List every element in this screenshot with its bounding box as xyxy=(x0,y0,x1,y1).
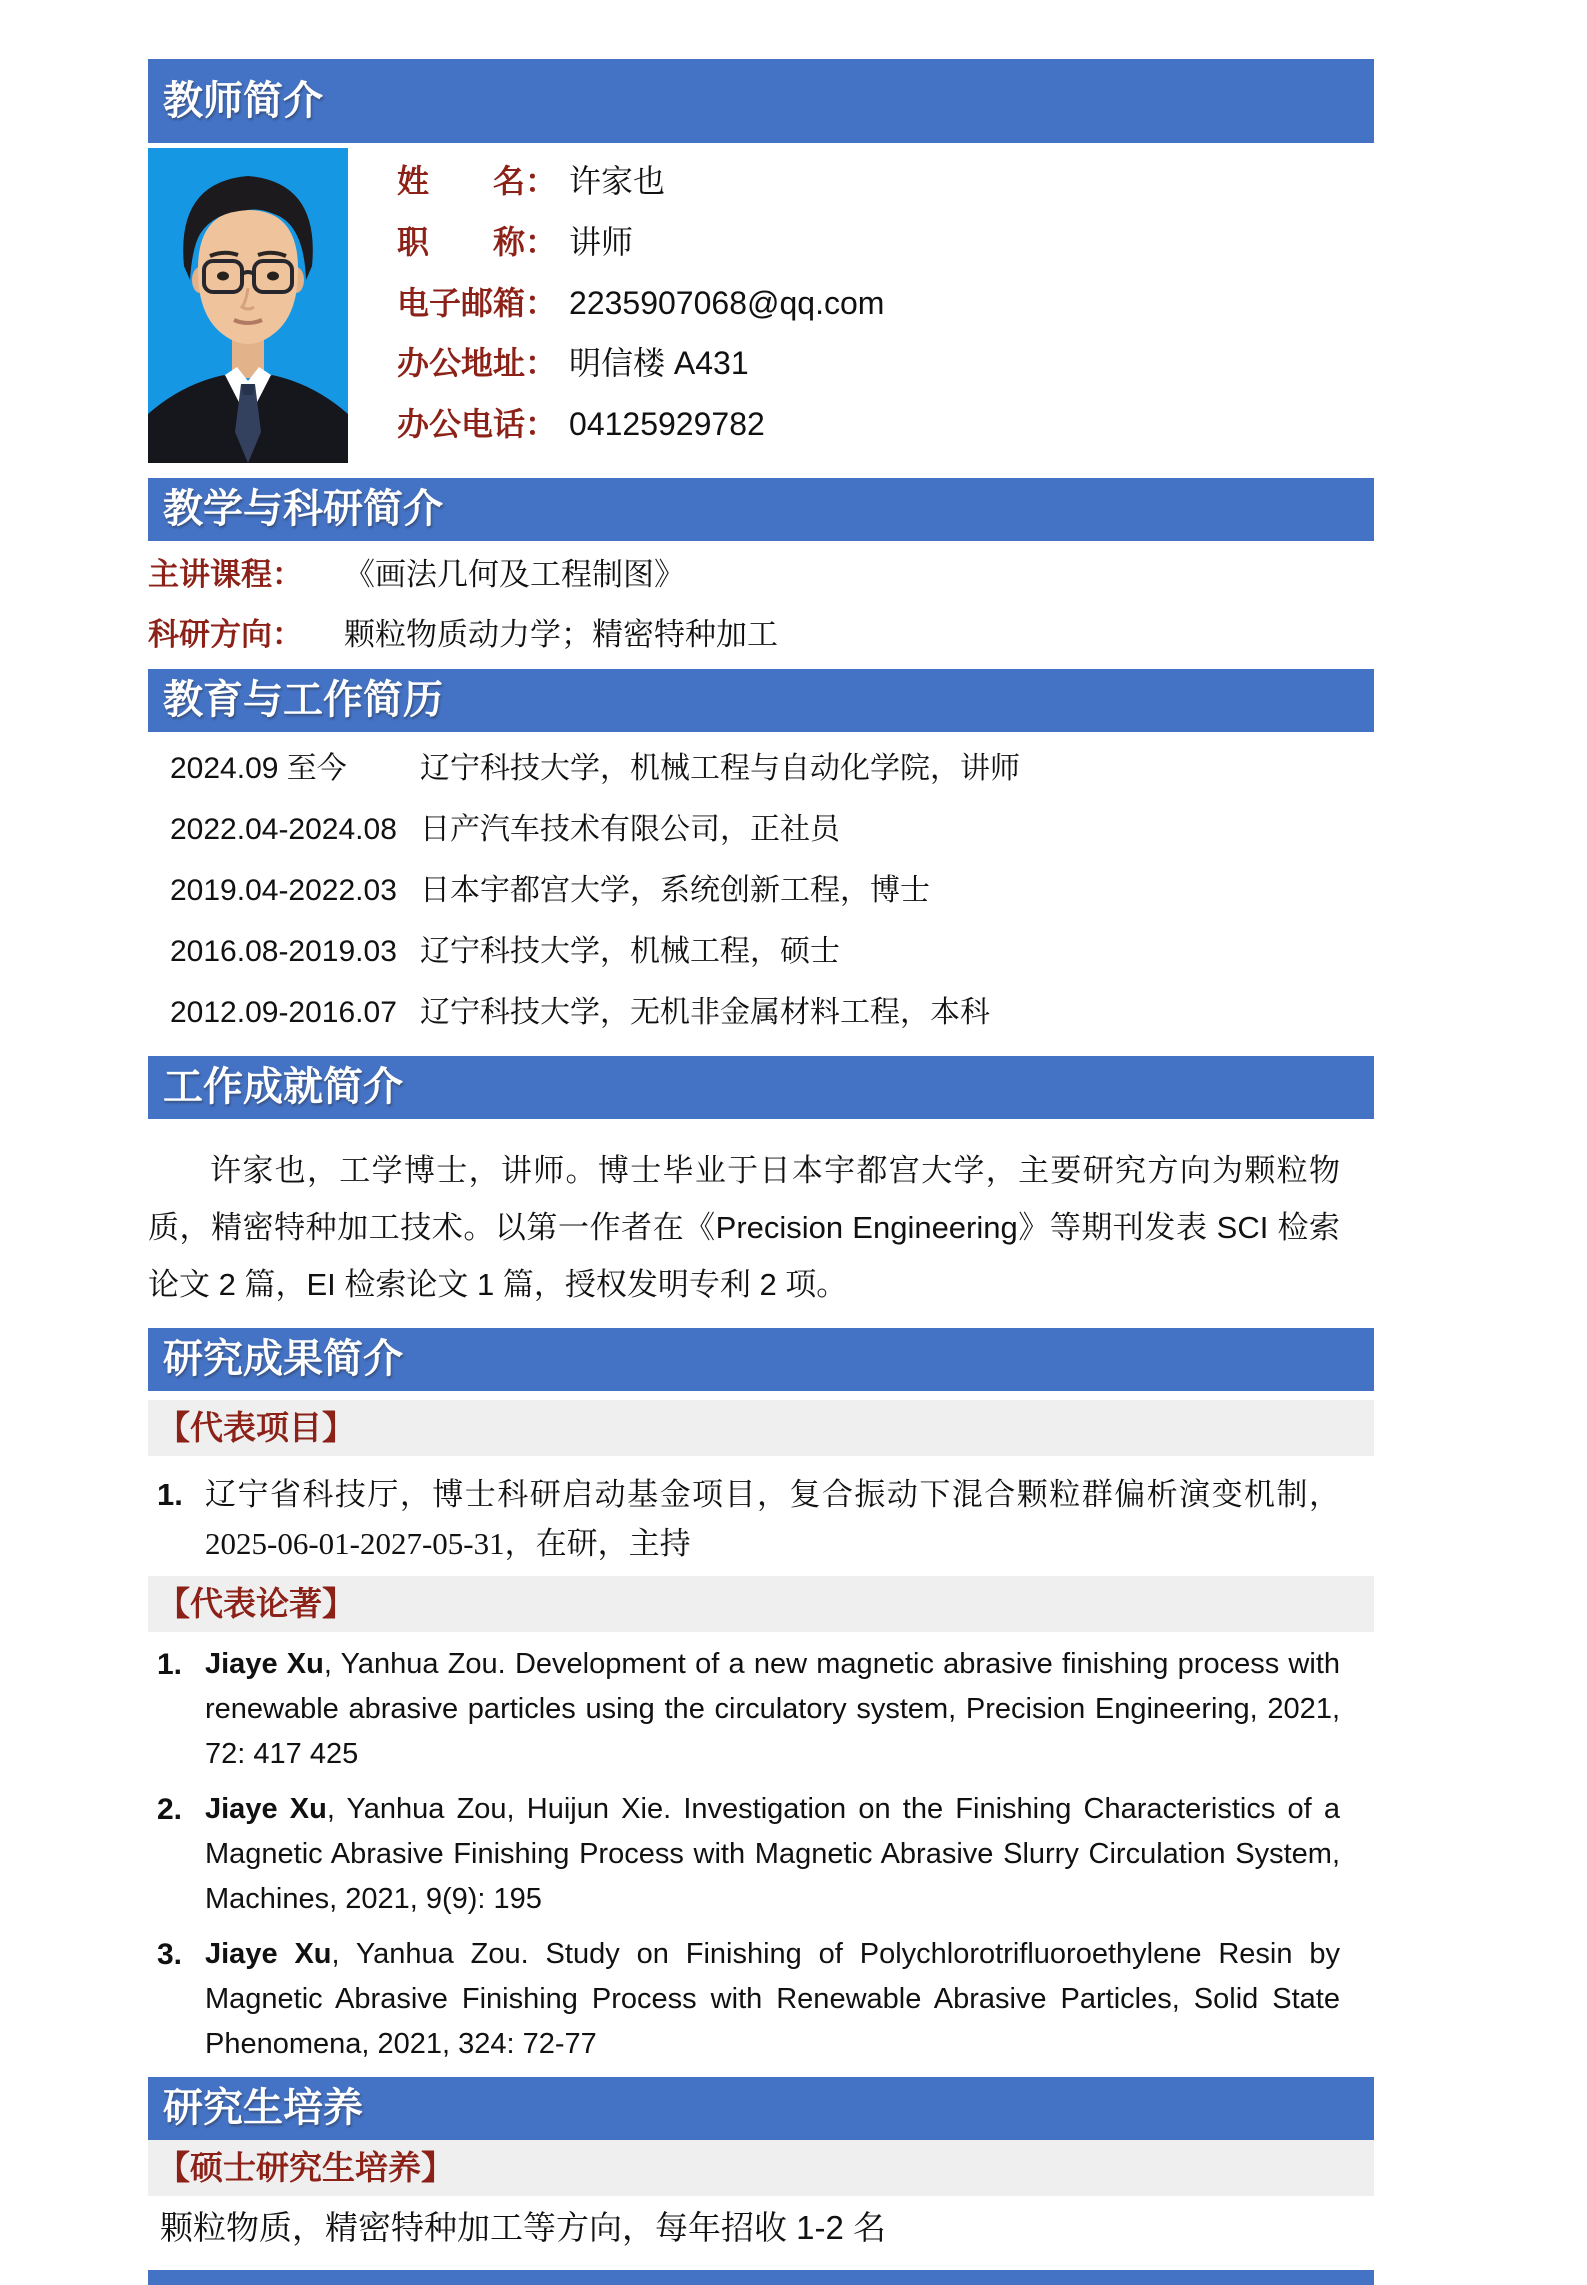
field-label: 姓 名： xyxy=(397,163,558,199)
subsection-master-training xyxy=(148,2140,1374,2196)
content-column xyxy=(148,0,1374,2248)
field-value: 许家也 xyxy=(569,163,666,199)
item-number: 2. xyxy=(157,1793,183,1826)
history-entry xyxy=(148,921,1374,982)
section-title: 教学与科研简介 xyxy=(163,487,443,531)
field-email xyxy=(397,280,1374,326)
subsection-representative-publications xyxy=(148,1576,1374,1632)
publication-first-author: Jiaye Xu xyxy=(205,1793,327,1825)
subsection-representative-projects xyxy=(148,1400,1374,1456)
history-entry xyxy=(148,799,1374,860)
field-value: 明信楼 A431 xyxy=(569,345,749,382)
row-label: 科研方向： xyxy=(148,617,303,652)
subsection-title: 【代表论著】 xyxy=(157,1585,355,1622)
field-value: 讲师 xyxy=(569,223,634,260)
research-direction-row xyxy=(148,605,1374,665)
section-header-teaching-research xyxy=(148,478,1374,541)
field-name xyxy=(397,158,1374,204)
profile-info-list xyxy=(397,148,1374,463)
graduate-recruiting-text: 颗粒物质，精密特种加工等方向，每年招收 1-2 名 xyxy=(160,2209,887,2246)
field-office-phone xyxy=(397,401,1374,447)
history-period: 2022.04-2024.08 xyxy=(170,813,397,846)
history-detail: 辽宁科技大学，无机非金属材料工程，本科 xyxy=(420,996,990,1029)
history-period: 2019.04-2022.03 xyxy=(170,874,397,907)
row-value: 《画法几何及工程制图》 xyxy=(344,557,685,592)
history-period: 2024.09 至今 xyxy=(170,752,347,785)
publication-first-author: Jiaye Xu xyxy=(205,1648,324,1680)
field-office-address xyxy=(397,340,1374,386)
history-entry xyxy=(148,982,1374,1043)
item-number: 1. xyxy=(157,1648,183,1681)
publication-citation: , Yanhua Zou. Development of a new magnetic abrasive finishing process with renewable abrasive particles using the circulatory system, Precision Engineering, 2021, 72: 417 425 xyxy=(205,1648,1340,1770)
section-header-graduate-training xyxy=(148,2077,1374,2140)
item-number: 1. xyxy=(157,1477,183,1512)
history-entry xyxy=(148,738,1374,799)
field-label: 办公地址： xyxy=(397,345,558,382)
teaching-block xyxy=(148,545,1374,665)
project-status: ，在研，主持 xyxy=(504,1526,691,1561)
history-detail: 辽宁科技大学，机械工程，硕士 xyxy=(420,935,840,968)
history-detail: 日产汽车技术有限公司，正社员 xyxy=(420,813,840,846)
publication-item xyxy=(148,1932,1374,2067)
section-title: 研究生培养 xyxy=(163,2086,363,2130)
item-number: 3. xyxy=(157,1938,183,1971)
field-label: 电子邮箱： xyxy=(397,284,558,321)
publication-text xyxy=(205,1787,1340,1922)
publication-item xyxy=(148,1787,1374,1922)
row-value: 颗粒物质动力学；精密特种加工 xyxy=(344,617,778,652)
history-entry xyxy=(148,860,1374,921)
project-title: 辽宁省科技厅，博士科研启动基金项目，复合振动下混合颗粒群偏析演变机制， xyxy=(205,1477,1340,1512)
history-period: 2016.08-2019.03 xyxy=(170,935,397,968)
publication-text xyxy=(205,1642,1340,1777)
history-list xyxy=(148,732,1374,1043)
field-title xyxy=(397,219,1374,265)
project-dates-status xyxy=(205,1519,1340,1568)
publication-first-author: Jiaye Xu xyxy=(205,1938,332,1970)
courses-row xyxy=(148,545,1374,605)
section-header-teacher-intro xyxy=(148,59,1374,143)
subsection-title: 【硕士研究生培养】 xyxy=(157,2149,454,2186)
project-date-range: 2025-06-01-2027-05-31 xyxy=(205,1526,505,1561)
project-text xyxy=(205,1470,1340,1568)
section-title: 教师简介 xyxy=(163,79,323,123)
section-header-research-results xyxy=(148,1328,1374,1391)
section-header-education-history xyxy=(148,669,1374,732)
field-value: 04125929782 xyxy=(569,406,765,442)
publication-text xyxy=(205,1932,1340,2067)
profile-block xyxy=(148,148,1374,463)
history-period: 2012.09-2016.07 xyxy=(170,996,397,1029)
section-title: 教育与工作简历 xyxy=(163,678,443,722)
section-header-achievements xyxy=(148,1056,1374,1119)
subsection-title: 【代表项目】 xyxy=(157,1409,355,1446)
history-detail: 日本宇都宫大学，系统创新工程，博士 xyxy=(420,874,930,907)
project-item xyxy=(148,1470,1374,1568)
achievements-paragraph: 许家也，工学博士，讲师。博士毕业于日本宇都宫大学，主要研究方向为颗粒物质，精密特种加工技术。以第一作者在《Precision Engineering》等期刊发表 SCI 检索论文 2 篇，EI 检索论文 1 篇，授权发明专利 2 项。 xyxy=(148,1153,1340,1302)
publication-item xyxy=(148,1642,1374,1777)
publication-citation: , Yanhua Zou, Huijun Xie. Investigation on the Finishing Characteristics of a Magnetic Abrasive Finishing Process with Magnetic Abrasive Slurry Circulation System, Machines, 2021, 9(9): 195 xyxy=(205,1793,1341,1915)
next-section-bar-partial xyxy=(148,2270,1374,2285)
publication-citation: , Yanhua Zou. Study on Finishing of Polychlorotrifluoroethylene Resin by Magnetic Abrasive Finishing Process with Renewable Abrasive Particles, Solid State Phenomena, 2021, 324: 72-77 xyxy=(205,1938,1341,2060)
row-label: 主讲课程： xyxy=(148,557,303,592)
field-label: 办公电话： xyxy=(397,406,558,442)
section-title: 研究成果简介 xyxy=(163,1337,403,1381)
section-title: 工作成就简介 xyxy=(163,1065,403,1109)
field-label: 职 称： xyxy=(397,223,558,260)
field-value: 2235907068@qq.com xyxy=(569,284,885,321)
portrait-photo xyxy=(148,148,348,463)
history-detail: 辽宁科技大学，机械工程与自动化学院，讲师 xyxy=(420,752,1020,785)
